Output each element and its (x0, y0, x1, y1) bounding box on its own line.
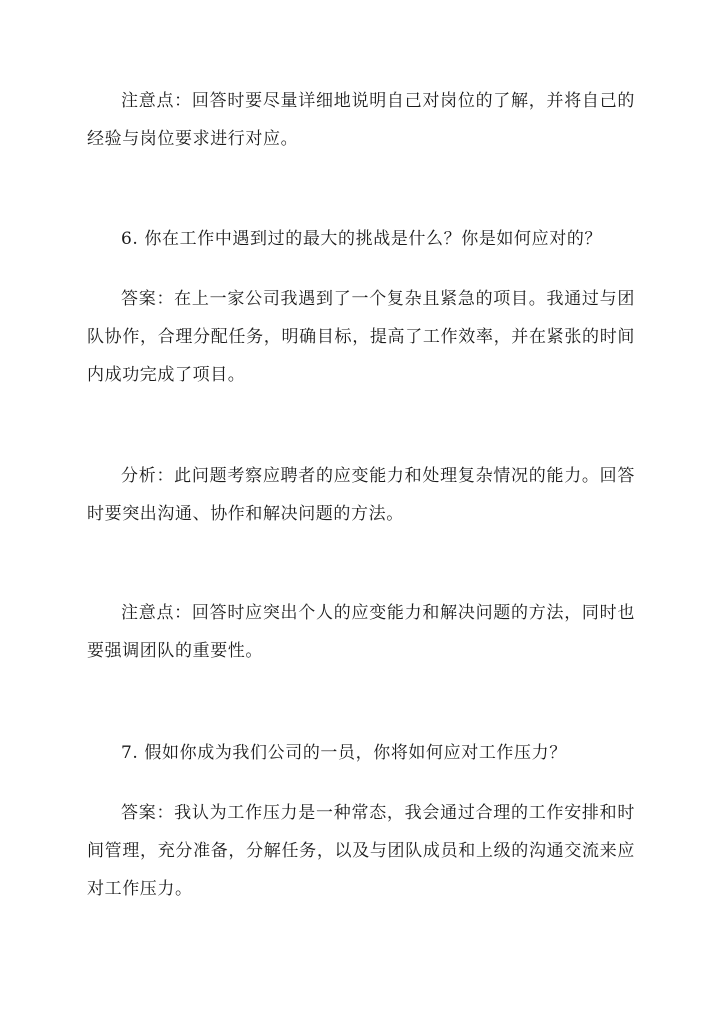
analysis-paragraph-q6: 分析：此问题考察应聘者的应变能力和处理复杂情况的能力。回答时要突出沟通、协作和解决问题的方法。 (87, 466, 635, 524)
note-paragraph-q6: 注意点：回答时应突出个人的应变能力和解决问题的方法，同时也要强调团队的重要性。 (87, 603, 635, 661)
note-paragraph-q5: 注意点：回答时要尽量详细地说明自己对岗位的了解，并将自己的经验与岗位要求进行对应。 (87, 91, 635, 149)
answer-paragraph-q7: 答案：我认为工作压力是一种常态，我会通过合理的工作安排和时间管理，充分准备，分解任务，以及与团队成员和上级的沟通交流来应对工作压力。 (87, 803, 635, 899)
question-7: 7. 假如你成为我们公司的一员，你将如何应对工作压力？ (121, 743, 567, 763)
question-6: 6. 你在工作中遇到过的最大的挑战是什么？你是如何应对的？ (121, 229, 603, 249)
answer-paragraph-q6: 答案：在上一家公司我遇到了一个复杂且紧急的项目。我通过与团队协作，合理分配任务，明确目标，提高了工作效率，并在紧张的时间内成功完成了项目。 (87, 289, 635, 385)
